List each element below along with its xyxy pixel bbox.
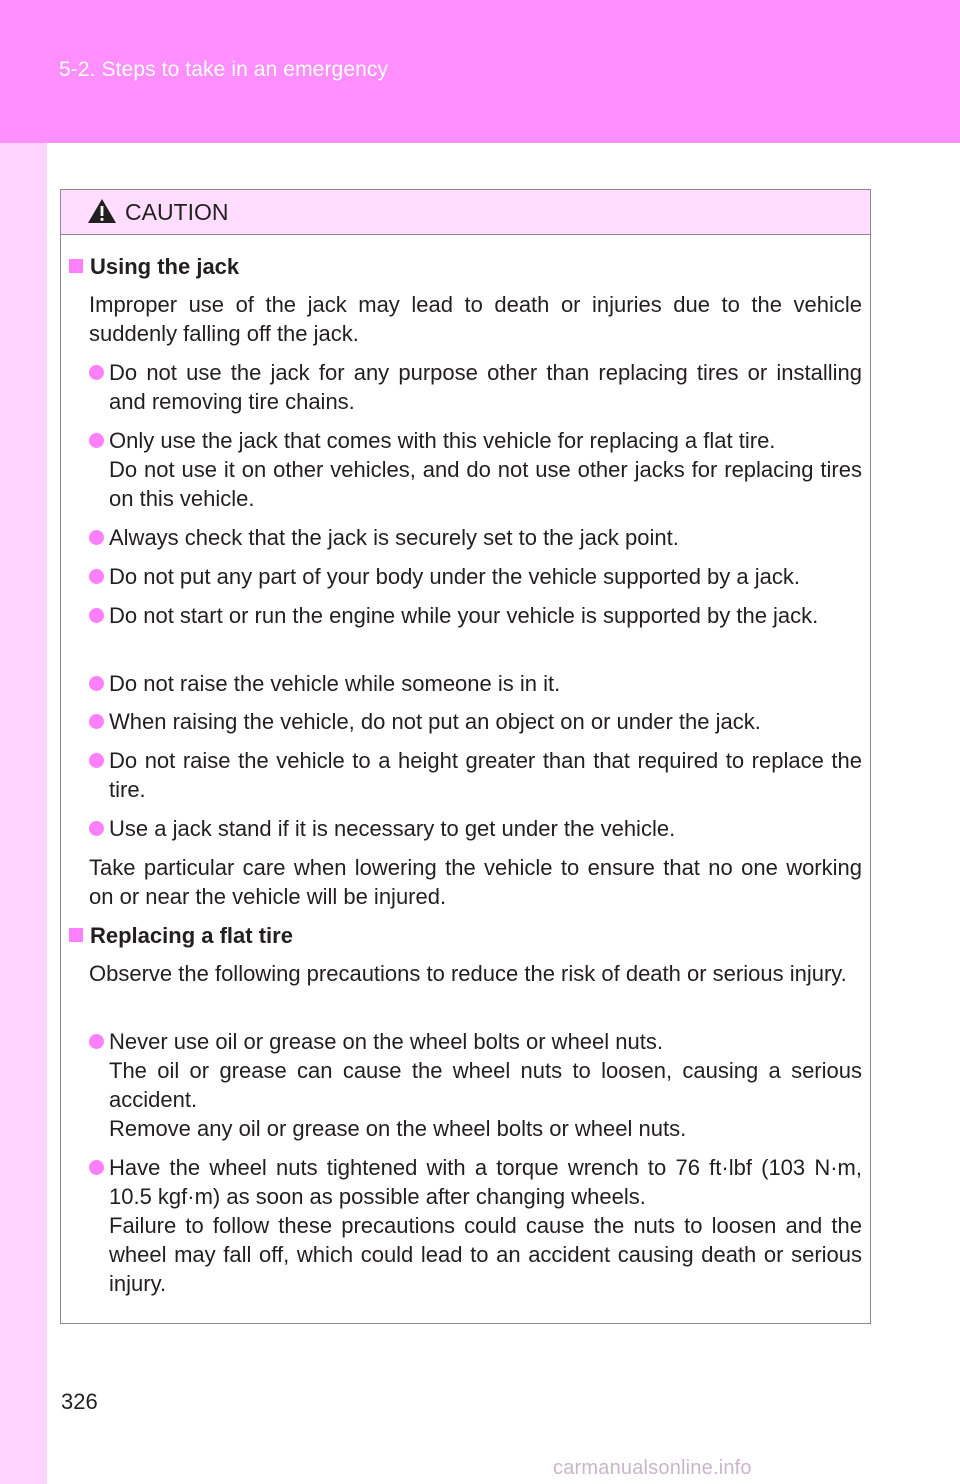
bullet-dot-icon <box>89 1160 104 1175</box>
list-item: Do not raise the vehicle to a height greater than that required to replace the tire. <box>89 746 862 804</box>
list-item: Only use the jack that comes with this vehicle for replacing a flat tire. Do not use it on other vehicles, and do not use other jacks for replacing tires on this vehicle. <box>89 426 862 513</box>
watermark: carmanualsonline.info <box>553 1457 752 1479</box>
list-item: Always check that the jack is securely set to the jack point. <box>89 523 862 552</box>
bullet-dot-icon <box>89 821 104 836</box>
bullet-dot-icon <box>89 433 104 448</box>
list-item: Use a jack stand if it is necessary to get under the vehicle. <box>89 814 862 843</box>
list-item: Do not use the jack for any purpose other than replacing tires or installing and removing tire chains. <box>89 358 862 416</box>
bullet-dot-icon <box>89 714 104 729</box>
caution-box <box>60 189 871 1324</box>
list-item: Do not put any part of your body under the vehicle supported by a jack. <box>89 562 862 591</box>
list-item: When raising the vehicle, do not put an object on or under the jack. <box>89 707 862 736</box>
bullet-dot-icon <box>89 753 104 768</box>
section-intro: Improper use of the jack may lead to death or injuries due to the vehicle suddenly falling off the jack. <box>89 292 862 346</box>
bullet-dot-icon <box>89 608 104 623</box>
section-outro: Take particular care when lowering the vehicle to ensure that no one working on or near the vehicle will be injured. <box>89 855 862 909</box>
list-item: Have the wheel nuts tightened with a torque wrench to 76 ft·lbf (103 N·m, 10.5 kgf·m) as soon as possible after changing wheels. Failure to follow these precautions could cause the nuts to loosen and the wheel may fall off, which could lead to an accident causing death or serious injury. <box>89 1153 862 1298</box>
caution-label: CAUTION <box>125 199 229 225</box>
bullet-dot-icon <box>89 365 104 380</box>
bullet-dot-icon <box>89 676 104 691</box>
square-bullet-icon <box>69 259 83 273</box>
section-title: Using the jack <box>69 254 239 280</box>
caution-header <box>61 190 870 235</box>
bullet-dot-icon <box>89 530 104 545</box>
page-margin-band <box>0 143 47 1484</box>
section-intro: Observe the following precautions to reduce the risk of death or serious injury. <box>89 961 847 986</box>
section-title: Replacing a flat tire <box>69 923 293 949</box>
square-bullet-icon <box>69 928 83 942</box>
bullet-dot-icon <box>89 569 104 584</box>
list-item: Do not start or run the engine while your vehicle is supported by the jack. <box>89 601 862 630</box>
bullet-dot-icon <box>89 1034 104 1049</box>
page-number: 326 <box>61 1389 98 1414</box>
warning-triangle-icon <box>86 197 118 225</box>
page-header <box>0 0 960 143</box>
list-item: Do not raise the vehicle while someone is in it. <box>89 669 862 698</box>
section-breadcrumb: 5-2. Steps to take in an emergency <box>59 58 389 81</box>
list-item: Never use oil or grease on the wheel bolts or wheel nuts. The oil or grease can cause the wheel nuts to loosen, causing a serious accident. Remove any oil or grease on the wheel bolts or wheel nuts. <box>89 1027 862 1143</box>
